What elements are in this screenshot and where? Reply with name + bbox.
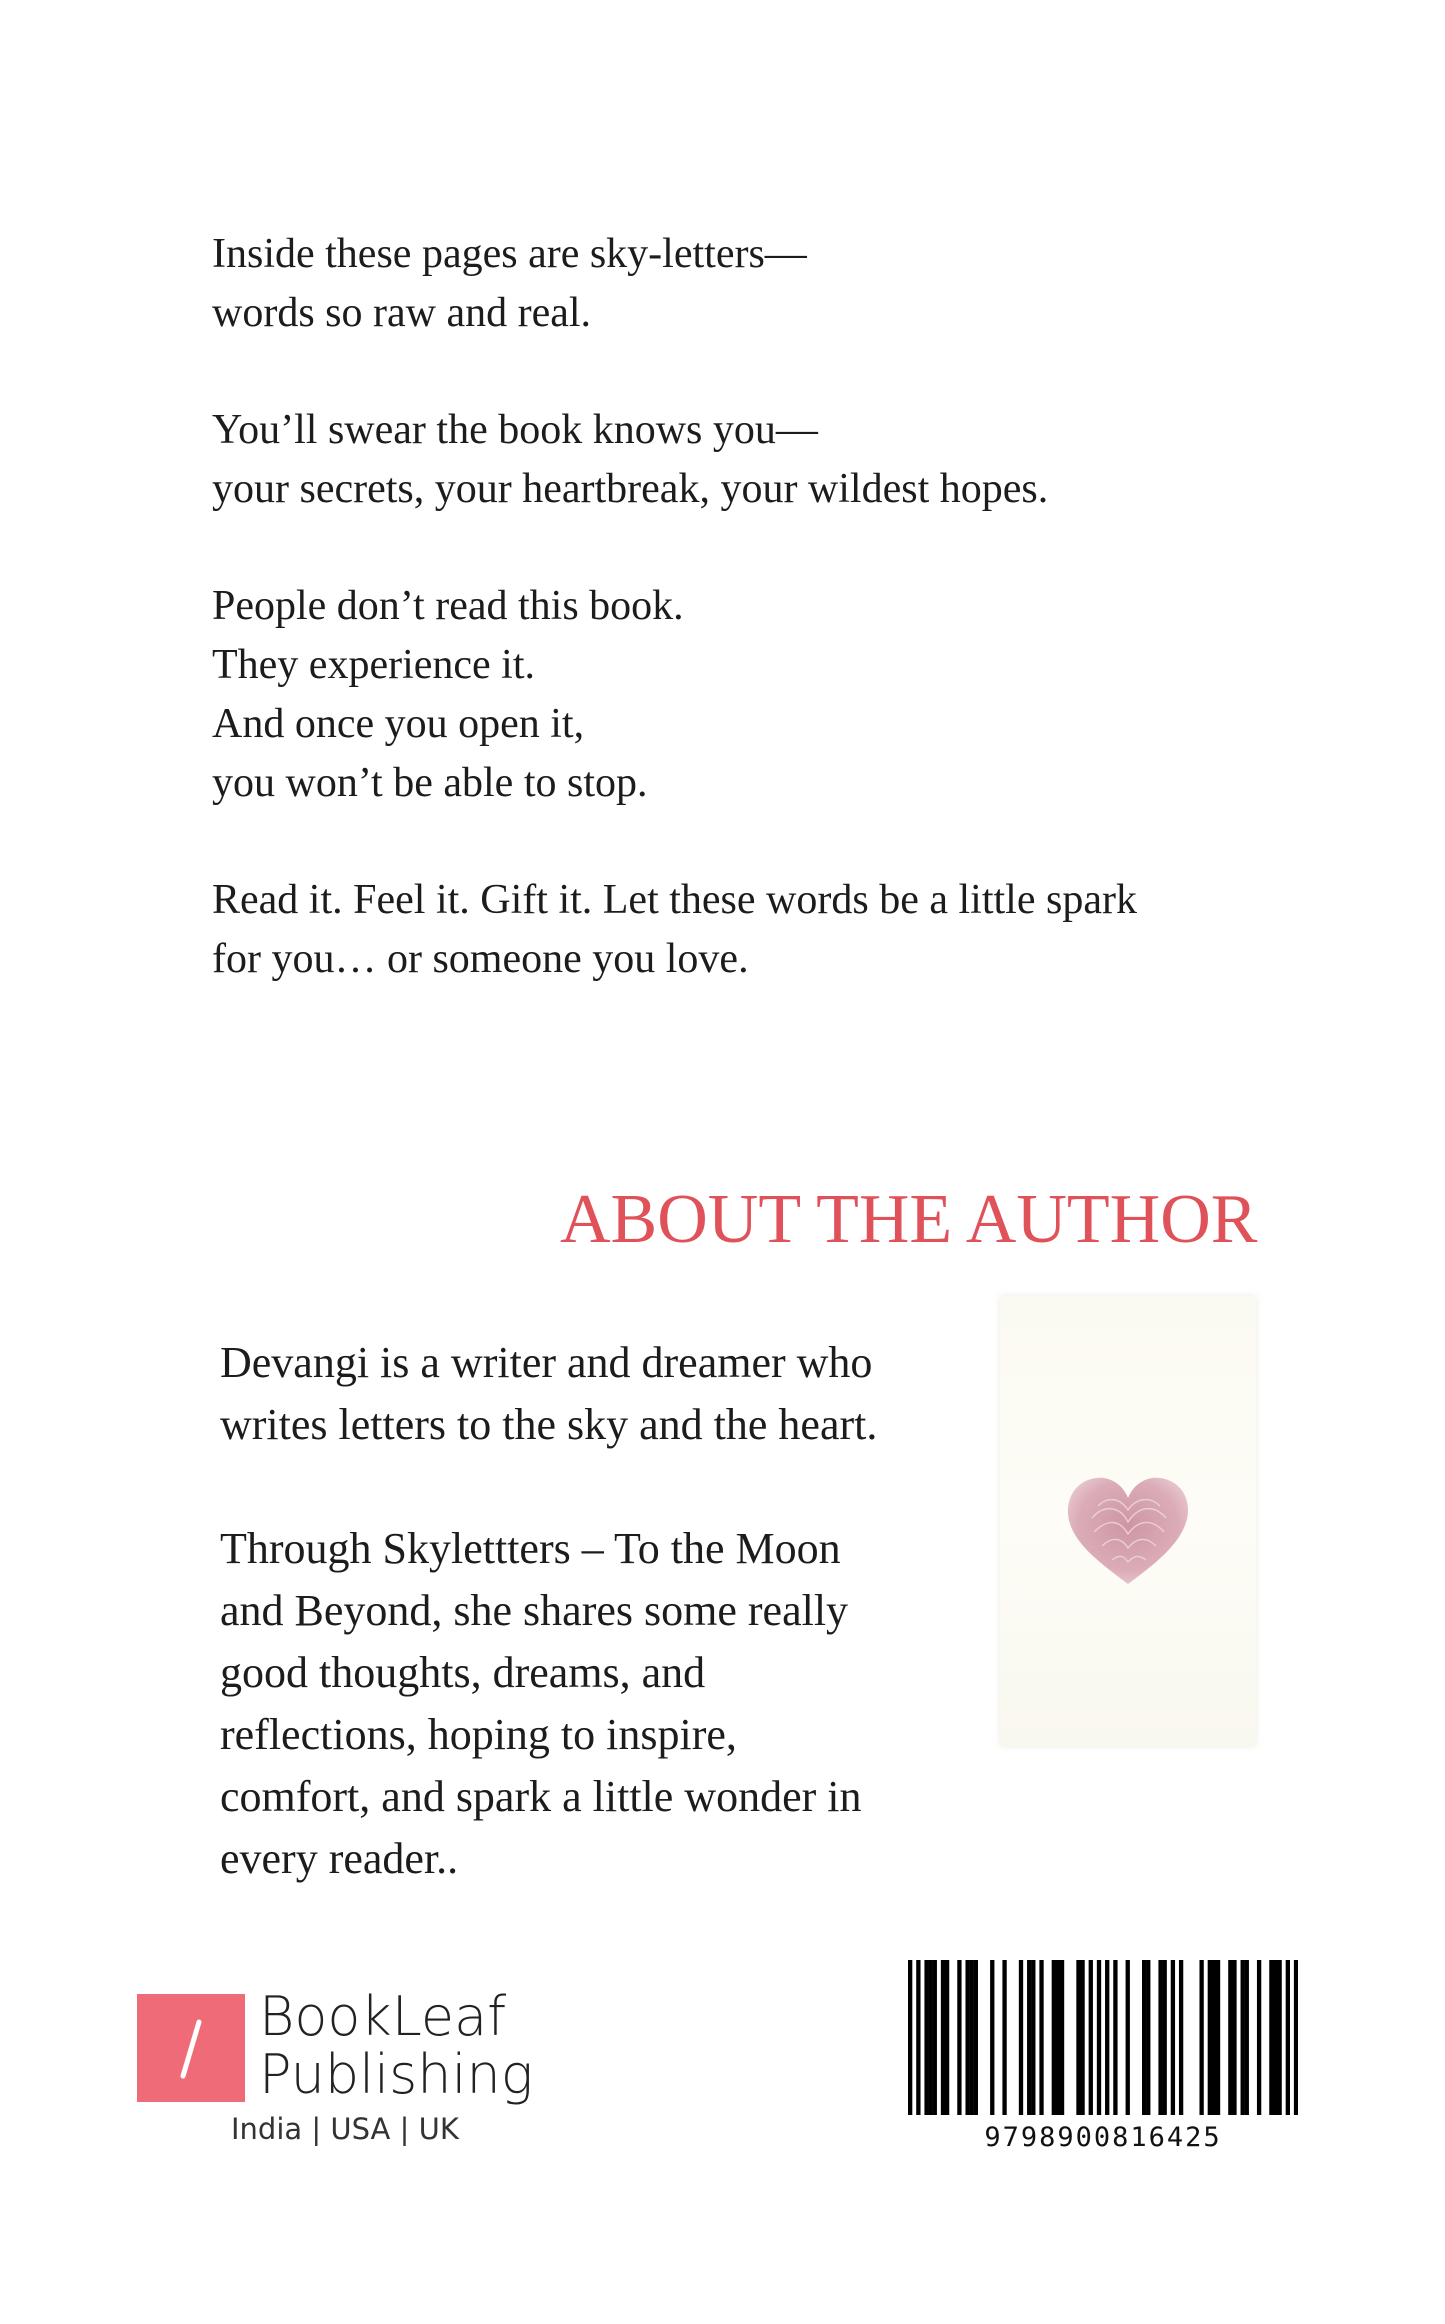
barcode-bar (1105, 1960, 1109, 2115)
bio-line: Through Skylettters – To the Moon (220, 1524, 841, 1573)
barcode-bar (1158, 1960, 1162, 2115)
barcode-bar (1208, 1960, 1212, 2115)
barcode-bar (1171, 1960, 1175, 2115)
blurb-line: Inside these pages are sky-letters— (212, 231, 807, 277)
barcode-bar (933, 1960, 937, 2115)
blurb-line: your secrets, your heartbreak, your wildest hopes. (212, 466, 1049, 512)
barcode-bar (957, 1960, 961, 2115)
back-cover-blurb (212, 225, 1262, 1047)
barcode-bar (1031, 1960, 1035, 2115)
bio-paragraph (220, 1518, 980, 1890)
blurb-stanza (212, 577, 1262, 813)
barcode-bar (1126, 1960, 1130, 2115)
bio-line: and Beyond, she shares some really (220, 1586, 849, 1635)
barcode-bar (1076, 1960, 1080, 2115)
barcode-bar (1002, 1960, 1006, 2115)
blurb-line: And once you open it, (212, 701, 585, 747)
barcode-bar (945, 1960, 949, 2115)
barcode-bar (1273, 1960, 1277, 2115)
bio-line: reflections, hoping to inspire, (220, 1710, 737, 1759)
publisher-name-line1: BookLeaf (259, 1985, 507, 2048)
publisher-name-line2: Publishing (259, 2043, 534, 2106)
publisher-mark (137, 1994, 245, 2102)
bio-line: good thoughts, dreams, and (220, 1648, 706, 1697)
barcode-bar (970, 1960, 974, 2115)
barcode-bar (1257, 1960, 1261, 2115)
barcode-bar (1269, 1960, 1273, 2115)
barcode-bar (1027, 1960, 1031, 2115)
blurb-stanza (212, 401, 1262, 519)
publisher-name (259, 1985, 534, 2106)
barcode-bar (1019, 1960, 1023, 2115)
barcode-bar (990, 1960, 994, 2115)
barcode-bar (1199, 1960, 1203, 2115)
barcode-bar (1163, 1960, 1167, 2115)
blurb-line: You’ll swear the book knows you— (212, 407, 818, 453)
barcode-bar (1060, 1960, 1064, 2115)
bio-line: every reader.. (220, 1834, 459, 1883)
blurb-line: words so raw and real. (212, 290, 592, 336)
barcode-bar (1080, 1960, 1084, 2115)
barcode-bar (1232, 1960, 1236, 2115)
barcode-bar (1142, 1960, 1146, 2115)
barcode-bar (1179, 1960, 1183, 2115)
barcode-bar (908, 1960, 912, 2115)
barcode-bar (1089, 1960, 1093, 2115)
blurb-line: Read it. Feel it. Gift it. Let these words be a little spark (212, 877, 1137, 923)
author-bio (220, 1332, 980, 1952)
publisher-regions: India | USA | UK (231, 2112, 459, 2146)
publisher-logo (137, 1985, 557, 2146)
isbn-barcode (908, 1960, 1298, 2160)
blurb-line: for you… or someone you love. (212, 936, 749, 982)
about-author-heading: ABOUT THE AUTHOR (560, 1181, 1258, 1258)
bio-line: writes letters to the sky and the heart. (220, 1400, 878, 1449)
barcode-bar (916, 1960, 920, 2115)
barcode-bar (974, 1960, 978, 2115)
bio-paragraph (220, 1332, 980, 1456)
barcode-bar (1212, 1960, 1216, 2115)
bio-line: comfort, and spark a little wonder in (220, 1772, 862, 1821)
barcode-bar (1216, 1960, 1220, 2115)
blurb-line: you won’t be able to stop. (212, 760, 648, 806)
bio-line: Devangi is a writer and dreamer who (220, 1338, 873, 1387)
barcode-bars (908, 1960, 1298, 2115)
author-photo (1000, 1296, 1256, 1746)
barcode-bar (1113, 1960, 1117, 2115)
barcode-bar (965, 1960, 969, 2115)
fingerprint-heart-icon (1058, 1466, 1198, 1596)
barcode-bar (1245, 1960, 1249, 2115)
barcode-bar (1228, 1960, 1232, 2115)
barcode-bar (941, 1960, 945, 2115)
blurb-stanza (212, 225, 1262, 343)
barcode-bar (924, 1960, 928, 2115)
barcode-bar (1097, 1960, 1101, 2115)
barcode-bar (1052, 1960, 1056, 2115)
slash-logo-icon (137, 1994, 245, 2102)
barcode-bar (1294, 1960, 1298, 2115)
barcode-bar (1241, 1960, 1245, 2115)
blurb-stanza (212, 871, 1262, 989)
blurb-line: They experience it. (212, 642, 535, 688)
barcode-bar (929, 1960, 933, 2115)
barcode-bar (1286, 1960, 1290, 2115)
barcode-number: 9798900816425 (984, 2122, 1222, 2153)
barcode-bar (1056, 1960, 1060, 2115)
barcode-bar (1039, 1960, 1043, 2115)
blurb-line: People don’t read this book. (212, 583, 684, 629)
barcode-bar (1277, 1960, 1281, 2115)
barcode-bar (1146, 1960, 1150, 2115)
